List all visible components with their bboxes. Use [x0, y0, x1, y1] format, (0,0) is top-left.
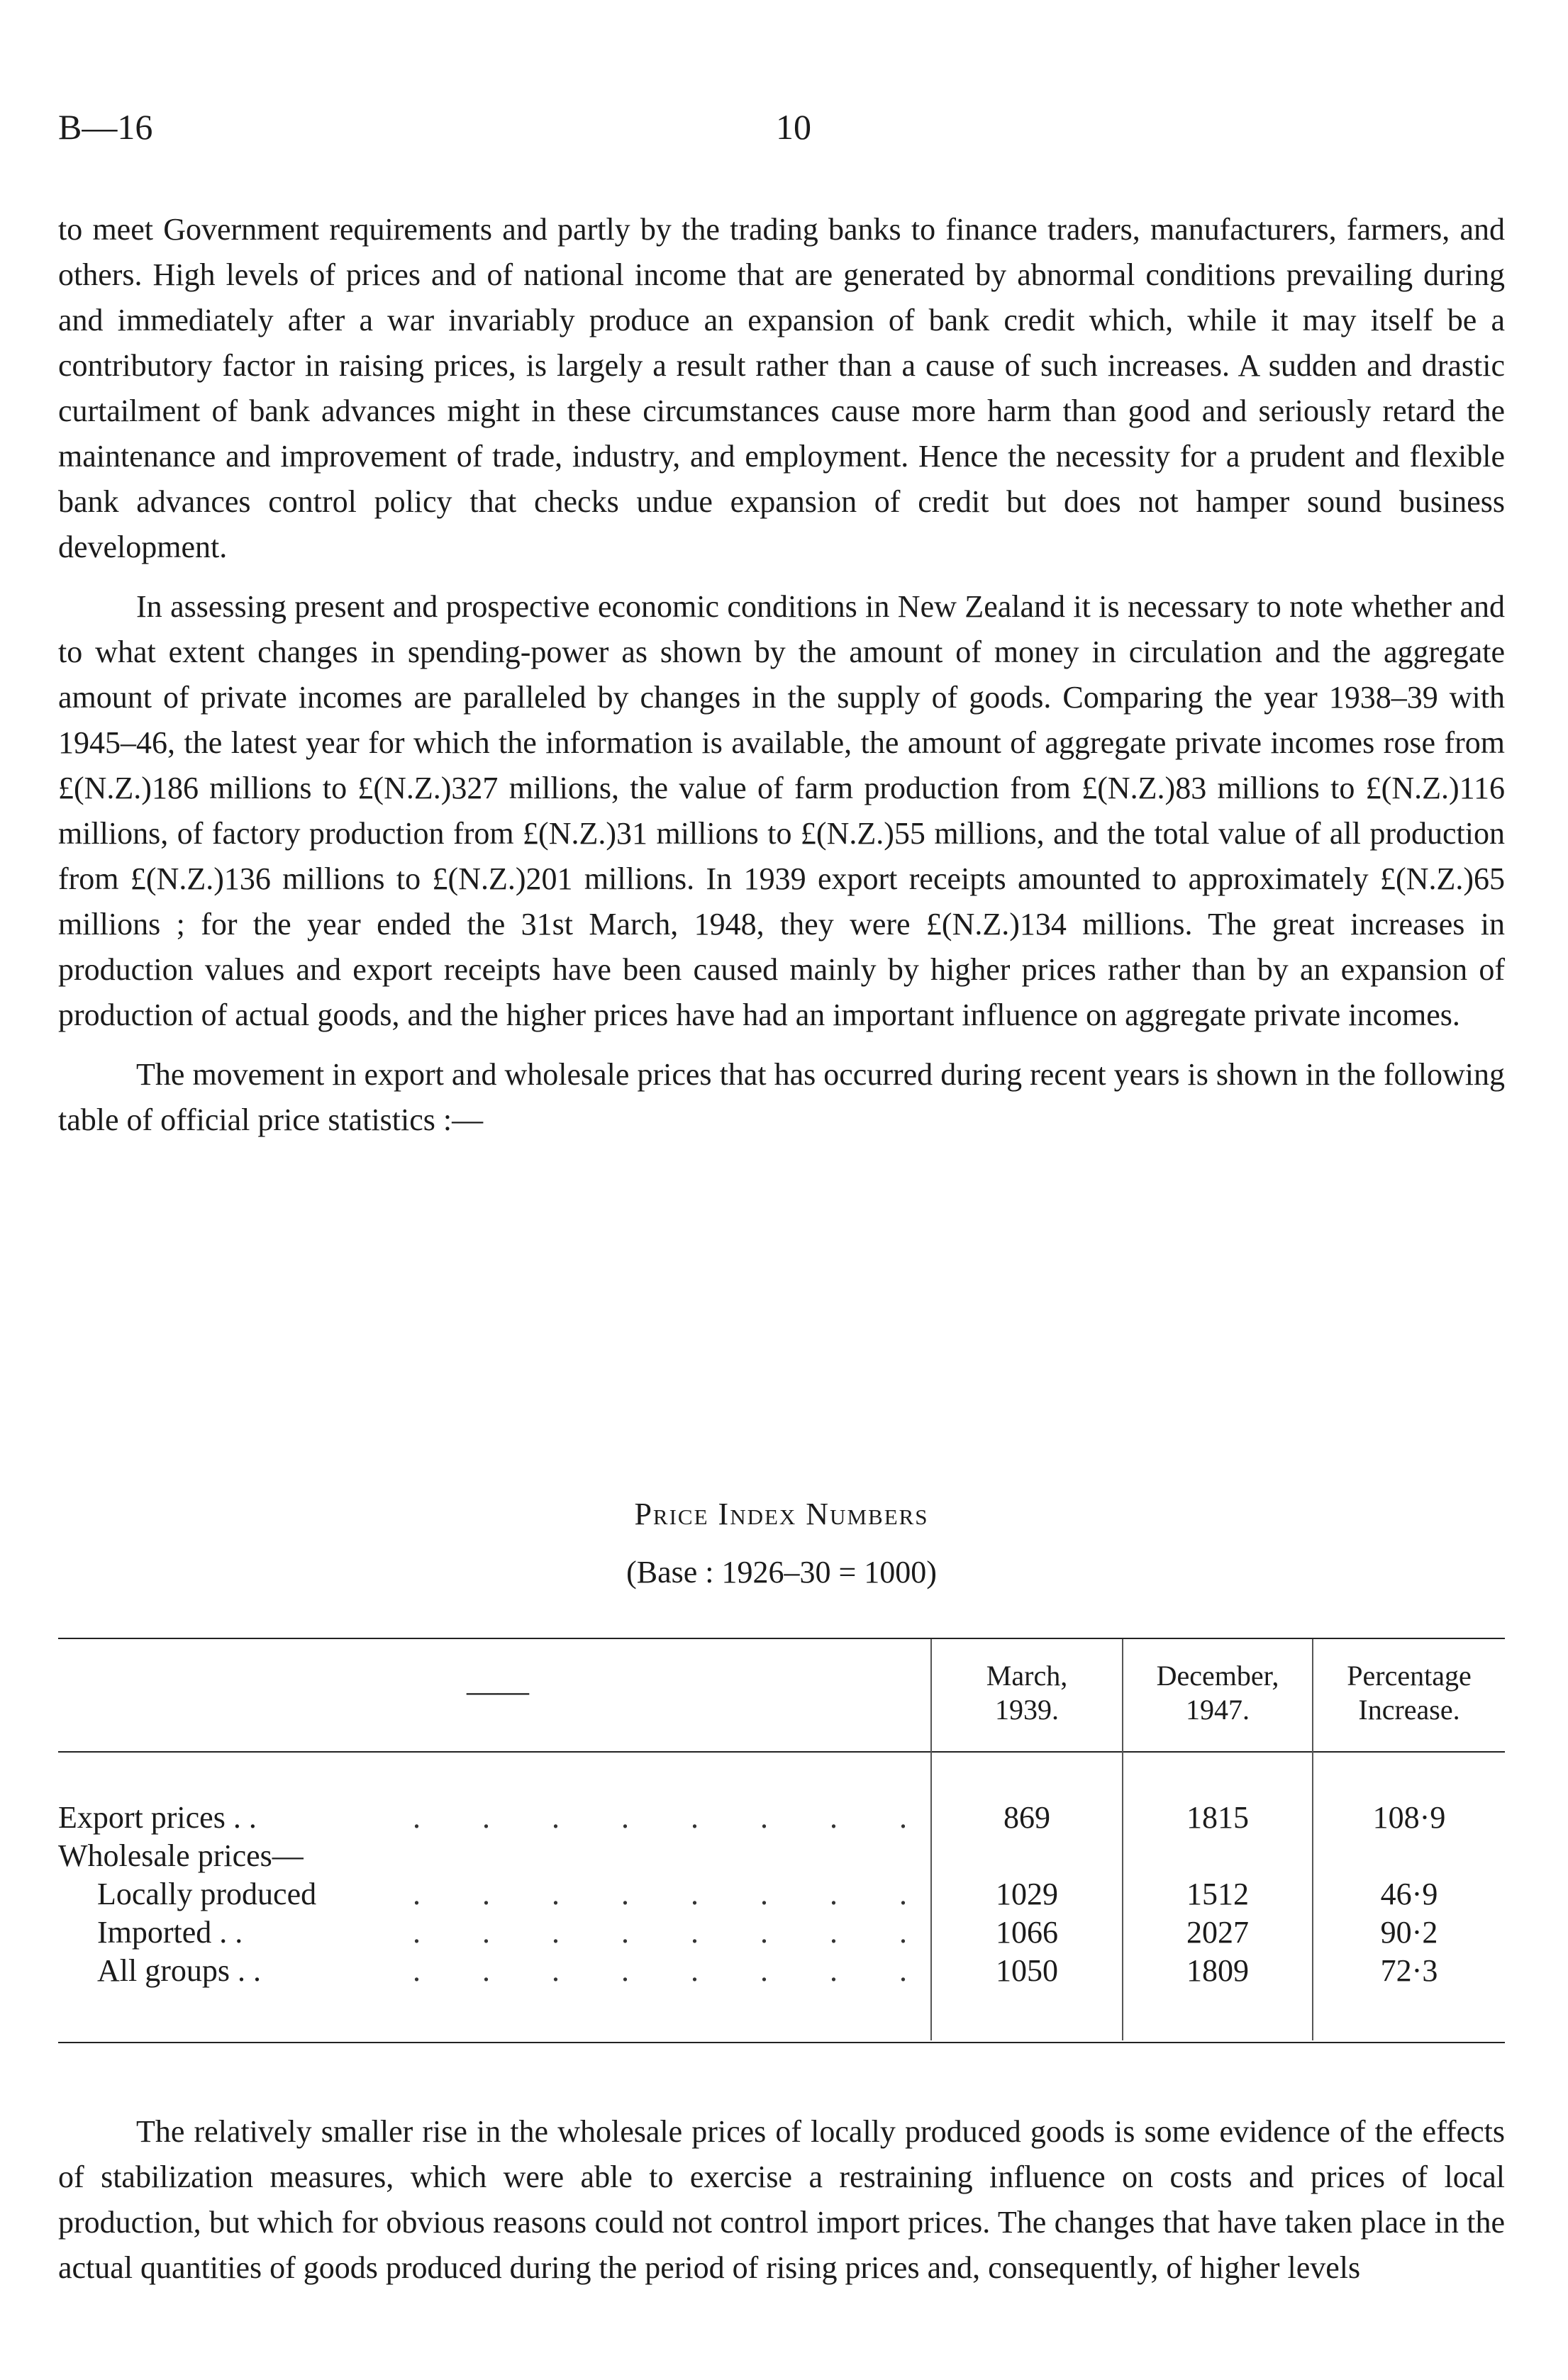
paragraph-4: The relatively smaller rise in the wholesale prices of locally produced goods is some evidence of the effects of stabilization measures, which were able to exercise a restraining influence on costs and prices of local production, but which for obvious reasons could not control import prices. The changes that have taken place in the actual quantities of goods produced during the period of rising prices and, consequently, of higher levels [58, 2114, 1505, 2285]
leader-dots: . . . . . . . . [413, 1953, 934, 1988]
table-header-rule [58, 1751, 1505, 1753]
row-label-imported: Imported . . [97, 1915, 243, 1950]
row-label-wholesale-prices: Wholesale prices— [58, 1838, 304, 1873]
row-label-locally-produced: Locally produced [97, 1877, 317, 1911]
document-code: B—16 [58, 107, 153, 147]
page-header [58, 106, 1505, 156]
column-header-march-1939 [932, 1659, 1122, 1727]
paragraph-3: The movement in export and wholesale prices that has occurred during recent years is shown in the following table of official price statistics :— [58, 1057, 1505, 1137]
leader-dots: . . . . . . . . [413, 1915, 934, 1950]
row-label-export-prices: Export prices . . [58, 1800, 257, 1835]
column-header-line2: Increase. [1358, 1694, 1460, 1726]
column-header-line2: 1939. [995, 1694, 1059, 1726]
paragraph-2: In assessing present and prospective economic conditions in New Zealand it is necessary to note whether and to what extent changes in spending-power as shown by the amount of money in circulation and the aggregate amount of private incomes are paralleled by changes in the supply of goods. Comparing the year 1938–39 with 1945–46, the latest year for which the information is available, the amount of aggregate private incomes rose from £(N.Z.)186 millions to £(N.Z.)327 millions, the value of farm production from £(N.Z.)83 millions to £(N.Z.)116 millions, of factory production from £(N.Z.)31 millions to £(N.Z.)55 millions, and the total value of all production from £(N.Z.)136 millions to £(N.Z.)201 millions. In 1939 export receipts amounted to approximately £(N.Z.)65 millions ; for the year ended the 31st March, 1948, they were £(N.Z.)134 millions. The great increases in production values and export receipts have been caused mainly by higher prices rather than by an expansion of production of actual goods, and the higher prices have had an important influence on aggregate private incomes. [58, 589, 1505, 1032]
stub-header: —— [467, 1674, 529, 1709]
row-label-all-groups: All groups . . [97, 1953, 261, 1988]
table-title: Price Index Numbers [634, 1497, 929, 1531]
cell-export-percentage: 108·9 [1372, 1800, 1446, 1835]
cell-export-december-1947: 1815 [1186, 1800, 1249, 1835]
cell-local-march-1939: 1029 [996, 1877, 1058, 1911]
cell-imported-percentage: 90·2 [1380, 1915, 1438, 1950]
cell-imported-december-1947: 2027 [1186, 1915, 1249, 1950]
cell-export-march-1939: 869 [1003, 1800, 1050, 1835]
text-body [58, 207, 1505, 1143]
page-number: 10 [776, 107, 811, 147]
cell-all-march-1939: 1050 [996, 1953, 1058, 1988]
column-header-percentage-increase [1313, 1659, 1505, 1727]
paragraph-1: to meet Government requirements and partly by the trading banks to finance traders, manufacturers, farmers, and others. High levels of prices and of national income that are generated by abnormal conditions prevailing during and immediately after a war invariably produce an expansion of bank credit which, while it may itself be a contributory factor in raising prices, is largely a result rather than a cause of such increases. A sudden and drastic curtailment of bank advances might in these circumstances cause more harm than good and seriously retard the maintenance and improvement of trade, industry, and employment. Hence the necessity for a prudent and flexible bank advances control policy that checks undue expansion of credit but does not hamper sound business development. [58, 212, 1505, 564]
table-subtitle: (Base : 1926–30 = 1000) [626, 1555, 937, 1590]
table-bottom-rule [58, 2042, 1505, 2043]
cell-local-percentage: 46·9 [1380, 1877, 1438, 1911]
cell-all-percentage: 72·3 [1380, 1953, 1438, 1988]
column-header-line1: Percentage [1347, 1660, 1472, 1692]
leader-dots: . . . . . . . . [413, 1800, 934, 1835]
cell-local-december-1947: 1512 [1186, 1877, 1249, 1911]
column-header-line2: 1947. [1186, 1694, 1250, 1726]
leader-dots: . . . . . . . . [413, 1877, 934, 1911]
table-top-rule [58, 1638, 1505, 1639]
text-body-after-table [58, 2109, 1505, 2291]
column-header-december-1947 [1123, 1659, 1312, 1727]
column-header-line1: March, [986, 1660, 1068, 1692]
column-header-line1: December, [1156, 1660, 1279, 1692]
cell-imported-march-1939: 1066 [996, 1915, 1058, 1950]
cell-all-december-1947: 1809 [1186, 1953, 1249, 1988]
